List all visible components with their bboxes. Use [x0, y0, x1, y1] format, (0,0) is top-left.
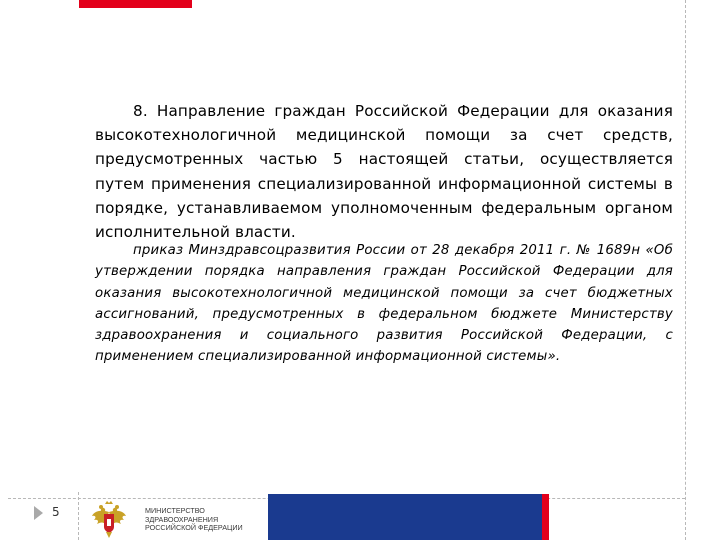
slide-arrow-icon: [34, 506, 43, 520]
ministry-line-2: ЗДРАВООХРАНЕНИЯ: [145, 514, 219, 524]
main-paragraph: 8. Направление граждан Российской Федерации для оказания высокотехнологичной медицинской помощи за счет средств, предусмотренных частью 5 настоящей статьи, осуществляется путем применения специализированной информационной системы в порядке, устанавливаемом уполномоченным федеральным органом исполнительной власти.: [95, 102, 673, 242]
slide-number: 5: [52, 505, 60, 519]
double-headed-eagle-emblem-icon: [89, 500, 129, 540]
footer-blue-bar: [268, 494, 542, 540]
ministry-line-3: РОССИЙСКОЙ ФЕДЕРАЦИИ: [145, 523, 243, 532]
order-reference-paragraph: приказ Минздравсоцразвития России от 28 декабря 2011 г. № 1689н «Об утверждении порядка направления граждан Российской Федерации для оказания высокотехнологичной медицинской помощи за счет бюджетных ассигнований, предусмотренных в федеральном бюджете Министерству здравоохранения и социального развития Российской Федерации, с применением специализированной информационной системы».: [95, 243, 673, 365]
right-vertical-guide: [685, 0, 686, 540]
footer-vertical-divider: [78, 492, 79, 540]
ministry-logo-text: [145, 507, 265, 533]
ministry-line-1: МИНИСТЕРСТВО: [145, 506, 205, 515]
footer-red-bar: [542, 494, 549, 540]
top-red-accent-bar: [79, 0, 192, 8]
